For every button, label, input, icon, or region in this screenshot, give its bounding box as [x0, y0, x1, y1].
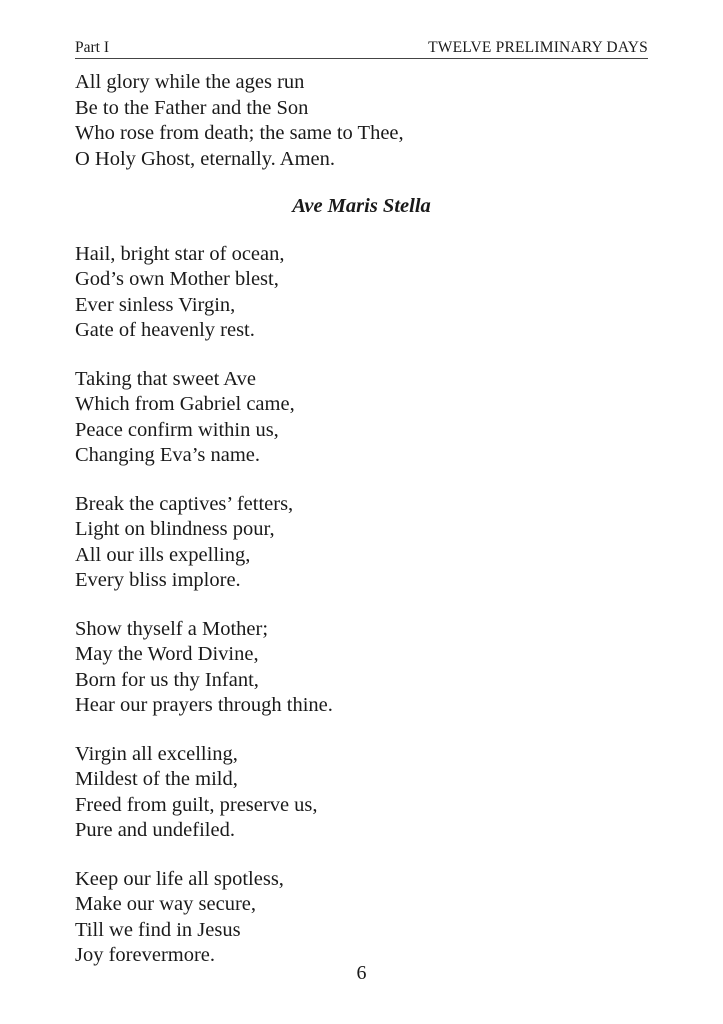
page-body — [75, 70, 648, 969]
hymn-stanza — [75, 492, 648, 594]
verse-line: Peace confirm within us, — [75, 418, 279, 441]
hymn-title: Ave Maris Stella — [292, 195, 431, 217]
verse-line: Show thyself a Mother; — [75, 617, 269, 640]
verse-line: Every bliss implore. — [75, 569, 241, 591]
verse-line: O Holy Ghost, eternally. Amen. — [75, 147, 336, 170]
verse-line: Born for us thy Infant, — [75, 668, 259, 691]
hymn-stanza — [75, 242, 648, 344]
verse-line: Joy forevermore. — [75, 944, 216, 966]
verse-line: Virgin all excelling, — [75, 742, 238, 765]
hymn-stanza — [75, 867, 648, 969]
verse-line: Hail, bright star of ocean, — [75, 242, 285, 265]
verse-line: Break the captives’ fetters, — [75, 492, 294, 515]
verse-line: Which from Gabriel came, — [75, 393, 295, 415]
doxology-stanza — [75, 70, 648, 172]
hymn-stanza — [75, 742, 648, 844]
verse-line: Make our way secure, — [75, 893, 257, 915]
running-head-section-title: TWELVE PRELIMINARY DAYS — [428, 39, 648, 56]
verse-line: All glory while the ages run — [75, 71, 305, 93]
hymn-stanza — [75, 367, 648, 469]
verse-line: Mildest of the mild, — [75, 768, 238, 790]
verse-line: Changing Eva’s name. — [75, 444, 261, 466]
verse-line: Keep our life all spotless, — [75, 867, 284, 890]
page-number: 6 — [356, 962, 367, 984]
verse-line: May the Word Divine, — [75, 643, 259, 665]
verse-line: Till we find in Jesus — [75, 918, 241, 941]
verse-line: Who rose from death; the same to Thee, — [75, 122, 404, 144]
running-head — [75, 38, 648, 59]
hymn-stanza — [75, 617, 648, 719]
verse-line: Pure and undefiled. — [75, 819, 235, 841]
verse-line: All our ills expelling, — [75, 543, 251, 566]
verse-line: Hear our prayers through thine. — [75, 694, 333, 716]
verse-line: Freed from guilt, preserve us, — [75, 793, 318, 816]
running-head-part: Part I — [75, 39, 110, 56]
verse-line: God’s own Mother blest, — [75, 268, 279, 290]
verse-line: Ever sinless Virgin, — [75, 293, 236, 316]
verse-line: Be to the Father and the Son — [75, 96, 309, 119]
verse-line: Gate of heavenly rest. — [75, 319, 255, 341]
verse-line: Taking that sweet Ave — [75, 367, 256, 390]
verse-line: Light on blindness pour, — [75, 518, 275, 540]
